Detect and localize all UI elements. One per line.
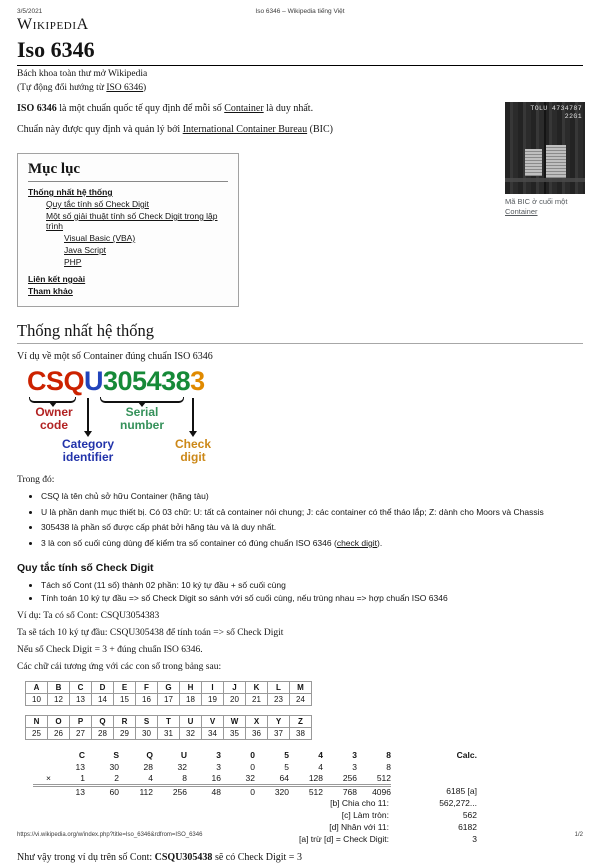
owner-code-brace — [29, 397, 76, 403]
owner-code-text: CSQ — [27, 365, 85, 396]
calc-product-cell: 0 — [221, 786, 255, 798]
table-of-contents — [17, 153, 239, 307]
calc-value-cell: 4 — [318, 762, 323, 773]
table-row — [26, 681, 312, 693]
letter-cell: R — [114, 715, 136, 727]
value-cell: 15 — [114, 693, 136, 705]
calc-step-value: 562,272... — [439, 798, 477, 809]
calc-header-cell: 4 — [318, 750, 323, 761]
value-cell: 24 — [290, 693, 312, 705]
print-footer-url: https://vi.wikipedia.org/w/index.php?title=Iso_6346&rdfrom=ISO_6346 — [17, 832, 203, 838]
site-tagline: Bách khoa toàn thư mở Wikipedia — [17, 69, 148, 80]
calc-step-value: 3 — [472, 834, 477, 845]
calc-steps — [33, 798, 477, 846]
table-row — [33, 786, 477, 798]
intro2-suffix: (BIC) — [307, 124, 333, 136]
letter-cell: L — [268, 681, 290, 693]
list-item: • U là phần danh mục thiết bị. Có 03 chữ: U: tất cả container nói chung; J: các container có thể tháo lắp; Z: dành cho Moors và Chassis — [41, 507, 583, 518]
calc-value-cell: 3 — [216, 762, 221, 773]
container-data-plate — [546, 145, 566, 178]
table-row — [26, 715, 312, 727]
calc-step-label: [a] trừ [d] = Check Digit: — [298, 834, 389, 845]
list-item: • Tính toán 10 ký tự đầu => số Check Digit so sánh với số cuối cùng, nếu trùng nhau => hợp chuẩn ISO 6346 — [41, 593, 583, 604]
closing-suffix: sẽ có Check Digit = 3 — [212, 851, 302, 863]
intro2-text: Chuẩn này được quy định và quản lý bởi — [17, 124, 183, 136]
caption-text: Mã BIC ở cuối một — [505, 197, 568, 206]
calc-multiplier-cell — [391, 774, 477, 786]
letter-cell: C — [70, 681, 92, 693]
bullet4-text: 3 là con số cuối cùng dùng để kiểm tra số container có đúng chuẩn ISO 6346 ( — [41, 537, 337, 548]
print-header — [17, 8, 583, 15]
value-cell: 32 — [180, 727, 202, 739]
calc-value-cell: 3 — [352, 762, 357, 773]
category-arrow-icon — [87, 398, 89, 432]
table-row — [33, 810, 477, 822]
closing-bold: CSQU305438 — [154, 851, 213, 863]
calc-header-cell: S — [113, 750, 119, 761]
calc-value-cell — [391, 762, 477, 774]
calc-multiplier-cell: 64 — [279, 773, 289, 784]
toc-link-lien-ket-ngoai[interactable]: Liên kết ngoài — [28, 273, 86, 284]
container-photo — [505, 102, 585, 194]
value-cell: 21 — [246, 693, 268, 705]
container-owner-marking: TOLU 4734787 — [530, 105, 582, 112]
calc-product-cell: 112 — [119, 786, 153, 798]
value-cell: 14 — [92, 693, 114, 705]
calc-multiplier-cell: 8 — [182, 773, 187, 784]
print-date: 3/5/2021 — [17, 8, 43, 15]
container-link[interactable]: Container — [224, 102, 264, 114]
bic-link[interactable]: International Container Bureau — [182, 124, 308, 136]
calc-header-cell: Q — [146, 750, 153, 761]
rules-example-line3: Nếu số Check Digit = 3 + đúng chuẩn ISO 6346. — [17, 644, 203, 655]
letter-cell: G — [158, 681, 180, 693]
calc-multiplier-cell: 256 — [342, 773, 357, 784]
caption-container-link[interactable]: Container — [505, 206, 538, 216]
calc-step-label: [b] Chia cho 11: — [330, 798, 389, 809]
letter-cell: Y — [268, 715, 290, 727]
owner-code-label: Owner code — [35, 404, 73, 432]
calc-header-cell: 5 — [284, 750, 289, 761]
value-cell: 34 — [202, 727, 224, 739]
redirect-link-iso6346[interactable]: ISO 6346 — [106, 83, 144, 94]
closing-paragraph — [17, 852, 583, 863]
intro1-suffix: là duy nhất. — [263, 102, 314, 114]
value-cell: 23 — [268, 693, 290, 705]
calc-header-cell — [33, 750, 51, 762]
toc-link-php[interactable]: PHP — [64, 256, 82, 267]
table-row — [33, 762, 477, 774]
letter-cell: V — [202, 715, 224, 727]
calc-header-cell: Calc. — [456, 750, 477, 761]
calc-value-cell: 30 — [109, 762, 119, 773]
redirect-prefix: (Tự động đổi hướng từ — [17, 83, 107, 94]
toc-link-thong-nhat-he-thong[interactable]: Thống nhất hệ thống — [28, 186, 113, 197]
check-digit-link[interactable]: check digit — [336, 537, 377, 548]
letter-cell: I — [202, 681, 224, 693]
print-footer-page-number: 1/2 — [574, 832, 583, 838]
letter-cell: S — [136, 715, 158, 727]
list-item: • 305438 là phần số được cấp phát bởi hãng tàu và là duy nhất. — [41, 522, 583, 533]
calc-multiplier-cell: 1 — [80, 773, 85, 784]
example-intro-text: Ví dụ về một số Container đúng chuẩn ISO 6346 — [17, 350, 213, 362]
serial-number-label: Serial number — [119, 404, 164, 432]
table-row — [33, 774, 477, 786]
serial-number-brace — [100, 397, 184, 403]
table-row — [26, 693, 312, 705]
calc-multiplier-cell: × — [46, 773, 51, 784]
calc-value-cell: 13 — [75, 762, 85, 773]
container-number-example — [27, 365, 583, 396]
calc-step-value: 562 — [462, 810, 477, 821]
calc-header-cell: 8 — [386, 750, 391, 761]
letter-cell: Q — [92, 715, 114, 727]
letter-cell: K — [246, 681, 268, 693]
value-cell: 25 — [26, 727, 48, 739]
container-photo-figure — [505, 102, 585, 217]
container-csc-plate — [525, 149, 542, 176]
value-cell: 19 — [202, 693, 224, 705]
toc-link-visual-basic[interactable]: Visual Basic (VBA) — [64, 232, 136, 243]
calc-product-cell: 512 — [289, 786, 323, 798]
container-number-diagram — [27, 365, 583, 468]
letter-cell: T — [158, 715, 180, 727]
intro-paragraph-2 — [17, 124, 583, 137]
calc-header-cell: 0 — [250, 750, 255, 761]
container-door-rail — [505, 178, 585, 182]
calc-value-cell: 28 — [143, 762, 153, 773]
figure-caption — [505, 197, 585, 217]
print-footer — [17, 832, 583, 838]
value-cell: 10 — [26, 693, 48, 705]
calc-product-cell: 768 — [323, 786, 357, 798]
calc-product-cell: 60 — [85, 786, 119, 798]
page-title: Iso 6346 — [17, 38, 583, 66]
value-cell: 31 — [158, 727, 180, 739]
explain-bullet-list — [41, 491, 583, 549]
calc-product-cell: 320 — [255, 786, 289, 798]
rules-example-line4: Các chữ cái tương ứng với các con số trong bảng sau: — [17, 661, 222, 672]
value-cell: 38 — [290, 727, 312, 739]
value-cell: 26 — [48, 727, 70, 739]
letter-cell: H — [180, 681, 202, 693]
container-bic-marking — [530, 105, 582, 121]
calc-header-cell: 3 — [352, 750, 357, 761]
closing-prefix: Như vậy trong ví dụ trên số Cont: — [17, 851, 155, 863]
rules-example-line2: Ta sẽ tách 10 ký tự đầu: CSQU305438 để tính toán => số Check Digit — [17, 627, 284, 638]
table-row — [33, 750, 477, 762]
calc-multiplier-cell: 512 — [376, 773, 391, 784]
letter-cell: O — [48, 715, 70, 727]
value-cell: 28 — [92, 727, 114, 739]
intro1-bold: ISO 6346 — [17, 102, 57, 114]
toc-link-giai-thuat-lap-trinh[interactable]: Một số giải thuật tính số Check Digit trong lập trình — [46, 210, 218, 231]
list-item: • CSQ là tên chủ sở hữu Container (hãng tàu) — [41, 491, 583, 502]
calc-header-cell: C — [78, 750, 85, 761]
letter-cell: W — [224, 715, 246, 727]
table-row — [33, 798, 477, 810]
letter-cell: J — [224, 681, 246, 693]
value-cell: 37 — [268, 727, 290, 739]
category-identifier-text: U — [84, 365, 104, 396]
redirect-suffix: ) — [143, 83, 147, 94]
value-cell: 30 — [136, 727, 158, 739]
letter-cell: X — [246, 715, 268, 727]
value-cell: 17 — [158, 693, 180, 705]
value-cell: 12 — [48, 693, 70, 705]
value-cell: 20 — [224, 693, 246, 705]
calc-multiplier-cell: 32 — [245, 773, 255, 784]
letter-cell: Z — [290, 715, 312, 727]
toc-link-tham-khao[interactable]: Tham khảo — [28, 285, 73, 296]
calc-product-cell: 48 — [187, 786, 221, 798]
calc-value-cell — [33, 762, 51, 774]
letter-value-table-a-m — [25, 681, 312, 706]
toc-title: Mục lục — [28, 161, 228, 182]
check-arrow-icon — [192, 398, 194, 432]
section-heading-thong-nhat: Thống nhất hệ thống — [17, 321, 583, 344]
calc-value-cell: 32 — [177, 762, 187, 773]
calc-product-cell: 4096 — [357, 786, 391, 798]
container-size-type-marking: 22G1 — [564, 113, 582, 121]
letter-value-table-n-z — [25, 715, 312, 740]
intro1-text: là một chuẩn quốc tế quy định để mỗi số — [56, 102, 225, 114]
calc-header-cell: U — [180, 750, 187, 761]
toc-link-quy-tac-check-digit[interactable]: Quy tắc tính số Check Digit — [46, 198, 149, 209]
calc-step-label: [c] Làm tròn: — [341, 810, 389, 821]
calc-product-cell: 6185 [a] — [446, 786, 477, 797]
value-cell: 29 — [114, 727, 136, 739]
letter-cell: A — [26, 681, 48, 693]
check-digit-label: Check digit — [174, 436, 212, 464]
value-cell: 13 — [70, 693, 92, 705]
value-cell: 27 — [70, 727, 92, 739]
intro-paragraph-1 — [17, 103, 583, 116]
calc-multiplier-cell: 128 — [308, 773, 323, 784]
calc-step-label: [d] Nhân với 11: — [329, 822, 389, 833]
print-doc-title: Iso 6346 – Wikipedia tiếng Việt — [255, 8, 345, 15]
category-identifier-label: Category identifier — [61, 436, 114, 464]
letter-cell: D — [92, 681, 114, 693]
letter-cell: U — [180, 715, 202, 727]
value-cell: 18 — [180, 693, 202, 705]
rules-bullet-list — [41, 580, 583, 603]
section-heading-quy-tac: Quy tắc tính số Check Digit — [17, 562, 154, 575]
calc-product-cell — [33, 786, 51, 798]
list-item: • Tách số Cont (11 số) thành 02 phần: 10 ký tự đầu + số cuối cùng — [41, 580, 583, 591]
calc-multiplier-cell: 4 — [148, 773, 153, 784]
toc-link-java-script[interactable]: Java Script — [64, 244, 107, 255]
redirect-note — [17, 83, 583, 94]
value-cell: 35 — [224, 727, 246, 739]
serial-number-text: 305438 — [103, 365, 191, 396]
letter-cell: P — [70, 715, 92, 727]
bullet4-suffix: ). — [376, 537, 383, 548]
calc-value-cell: 5 — [284, 762, 289, 773]
calc-header-cell: 3 — [216, 750, 221, 761]
letter-cell: N — [26, 715, 48, 727]
calc-step-value: 6182 — [458, 822, 477, 833]
list-item — [41, 538, 583, 549]
calc-value-cell: 0 — [250, 762, 255, 773]
value-cell: 36 — [246, 727, 268, 739]
calc-multiplier-cell: 2 — [114, 773, 119, 784]
calc-product-cell: 256 — [153, 786, 187, 798]
table-row — [26, 727, 312, 739]
wikipedia-logo: WikipediA — [17, 16, 89, 33]
calc-product-cell: 13 — [51, 786, 85, 798]
letter-cell: E — [114, 681, 136, 693]
rules-example-line1: Ví dụ: Ta có số Cont: CSQU3054383 — [17, 610, 160, 621]
value-cell: 16 — [136, 693, 158, 705]
letter-cell: F — [136, 681, 158, 693]
letter-cell: M — [290, 681, 312, 693]
letter-cell: B — [48, 681, 70, 693]
check-digit-text: 3 — [190, 365, 205, 396]
calc-multiplier-cell: 16 — [211, 773, 221, 784]
explain-intro: Trong đó: — [17, 474, 55, 485]
calc-value-cell: 8 — [386, 762, 391, 773]
